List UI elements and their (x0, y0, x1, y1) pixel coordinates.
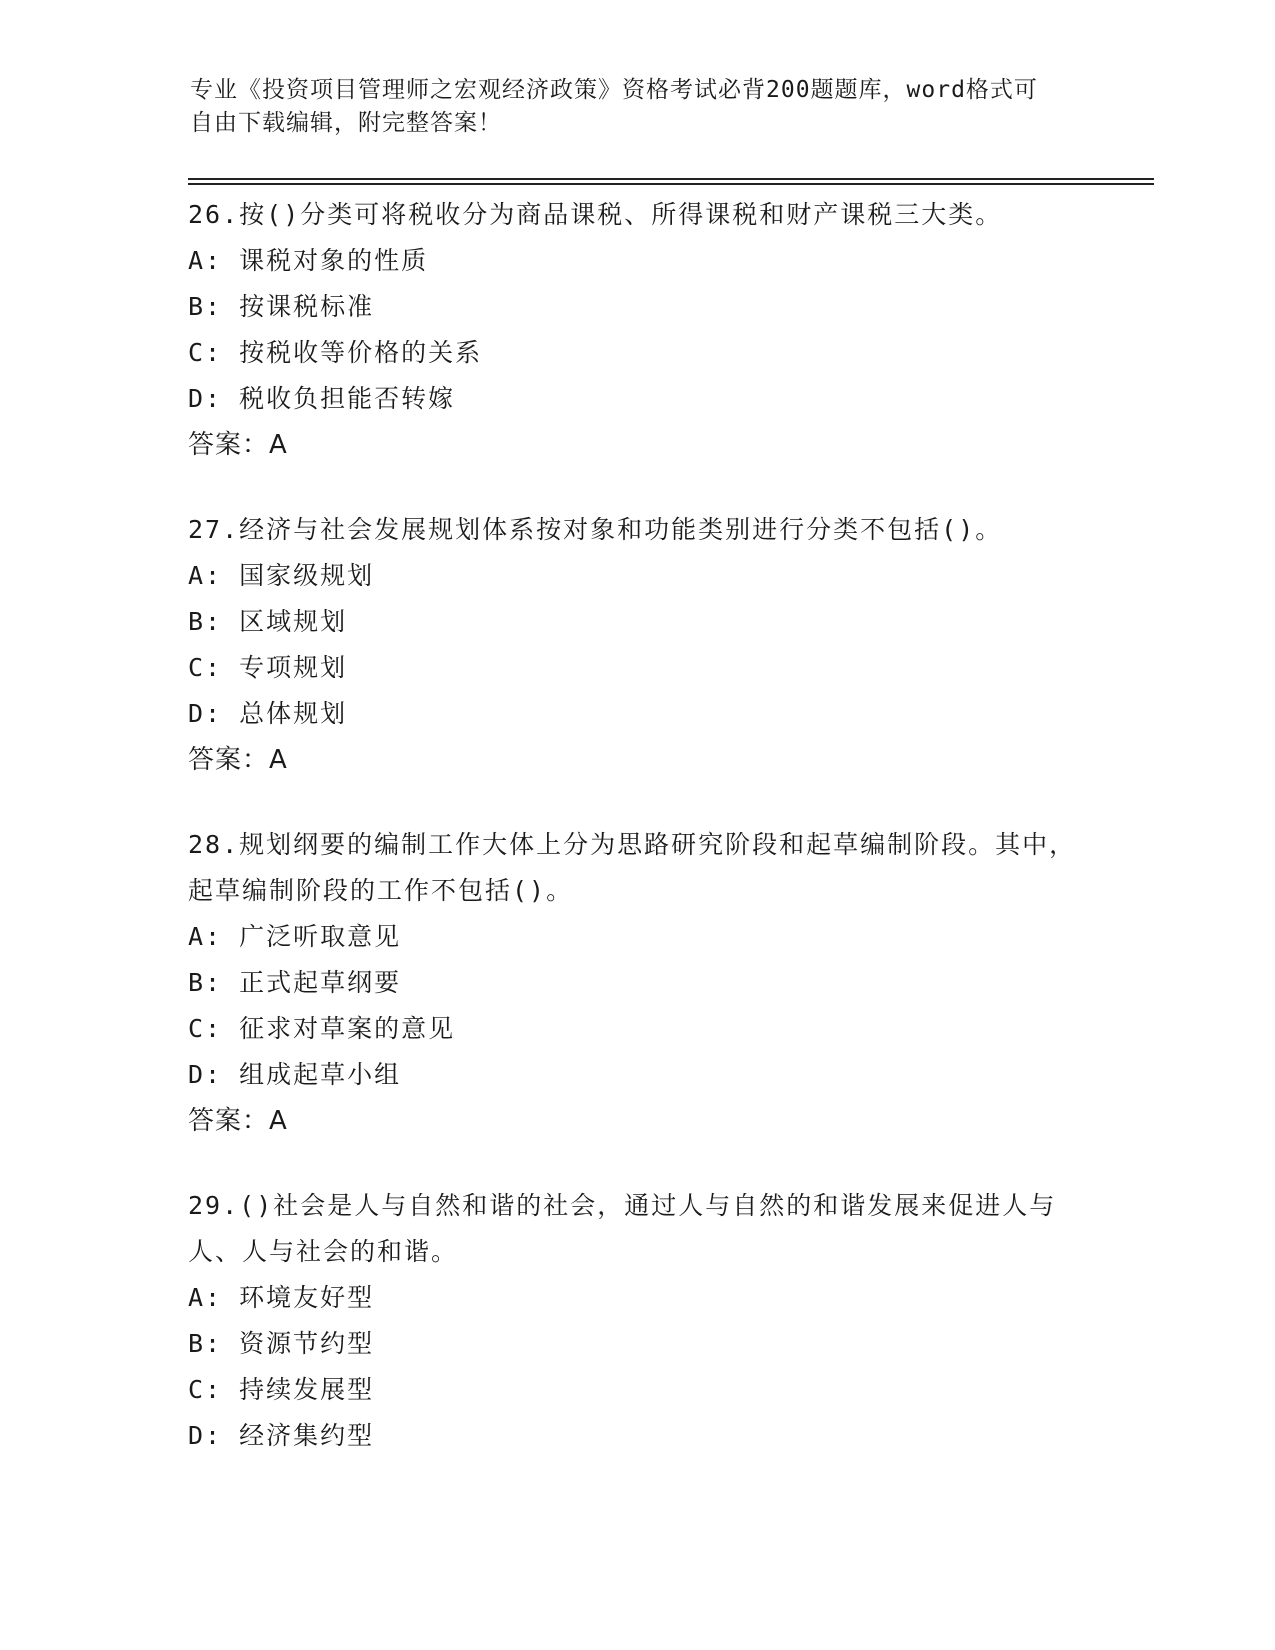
option-d: D: 经济集约型 (188, 1421, 375, 1450)
document-title-line-1: 专业《投资项目管理师之宏观经济政策》资格考试必背200题题库，word格式可 (190, 77, 1038, 103)
answer-label: 答案：A (188, 1106, 288, 1136)
option-b: B: 资源节约型 (188, 1329, 375, 1358)
option-a: A: 国家级规划 (188, 561, 375, 590)
option-d: D: 税收负担能否转嫁 (188, 384, 456, 413)
option-c: C: 持续发展型 (188, 1375, 375, 1404)
option-c: C: 征求对草案的意见 (188, 1014, 456, 1043)
answer-label: 答案：A (188, 745, 288, 775)
header-divider-top (188, 178, 1154, 180)
answer-label: 答案：A (188, 430, 288, 460)
document-title-line-2: 自由下载编辑，附完整答案！ (190, 110, 502, 136)
document-header (190, 74, 1070, 140)
question-29 (188, 1183, 1088, 1459)
option-b: B: 按课税标准 (188, 292, 375, 321)
option-d: D: 总体规划 (188, 699, 348, 728)
question-27 (188, 507, 1088, 783)
option-a: A: 广泛听取意见 (188, 922, 402, 951)
option-b: B: 区域规划 (188, 607, 348, 636)
question-stem: 28.规划纲要的编制工作大体上分为思路研究阶段和起草编制阶段。其中，起草编制阶段的工作不包括()。 (188, 830, 1077, 905)
option-d: D: 组成起草小组 (188, 1060, 402, 1089)
question-26 (188, 192, 1088, 468)
option-c: C: 按税收等价格的关系 (188, 338, 483, 367)
question-stem: 29.()社会是人与自然和谐的社会，通过人与自然的和谐发展来促进人与人、人与社会的和谐。 (188, 1191, 1057, 1266)
option-c: C: 专项规划 (188, 653, 348, 682)
question-28 (188, 822, 1088, 1144)
option-b: B: 正式起草纲要 (188, 968, 402, 997)
option-a: A: 环境友好型 (188, 1283, 375, 1312)
question-list (188, 192, 1088, 1498)
question-stem: 26.按()分类可将税收分为商品课税、所得课税和财产课税三大类。 (188, 200, 1003, 229)
question-stem: 27.经济与社会发展规划体系按对象和功能类别进行分类不包括()。 (188, 515, 1003, 544)
header-divider-bottom (188, 183, 1154, 185)
option-a: A: 课税对象的性质 (188, 246, 429, 275)
